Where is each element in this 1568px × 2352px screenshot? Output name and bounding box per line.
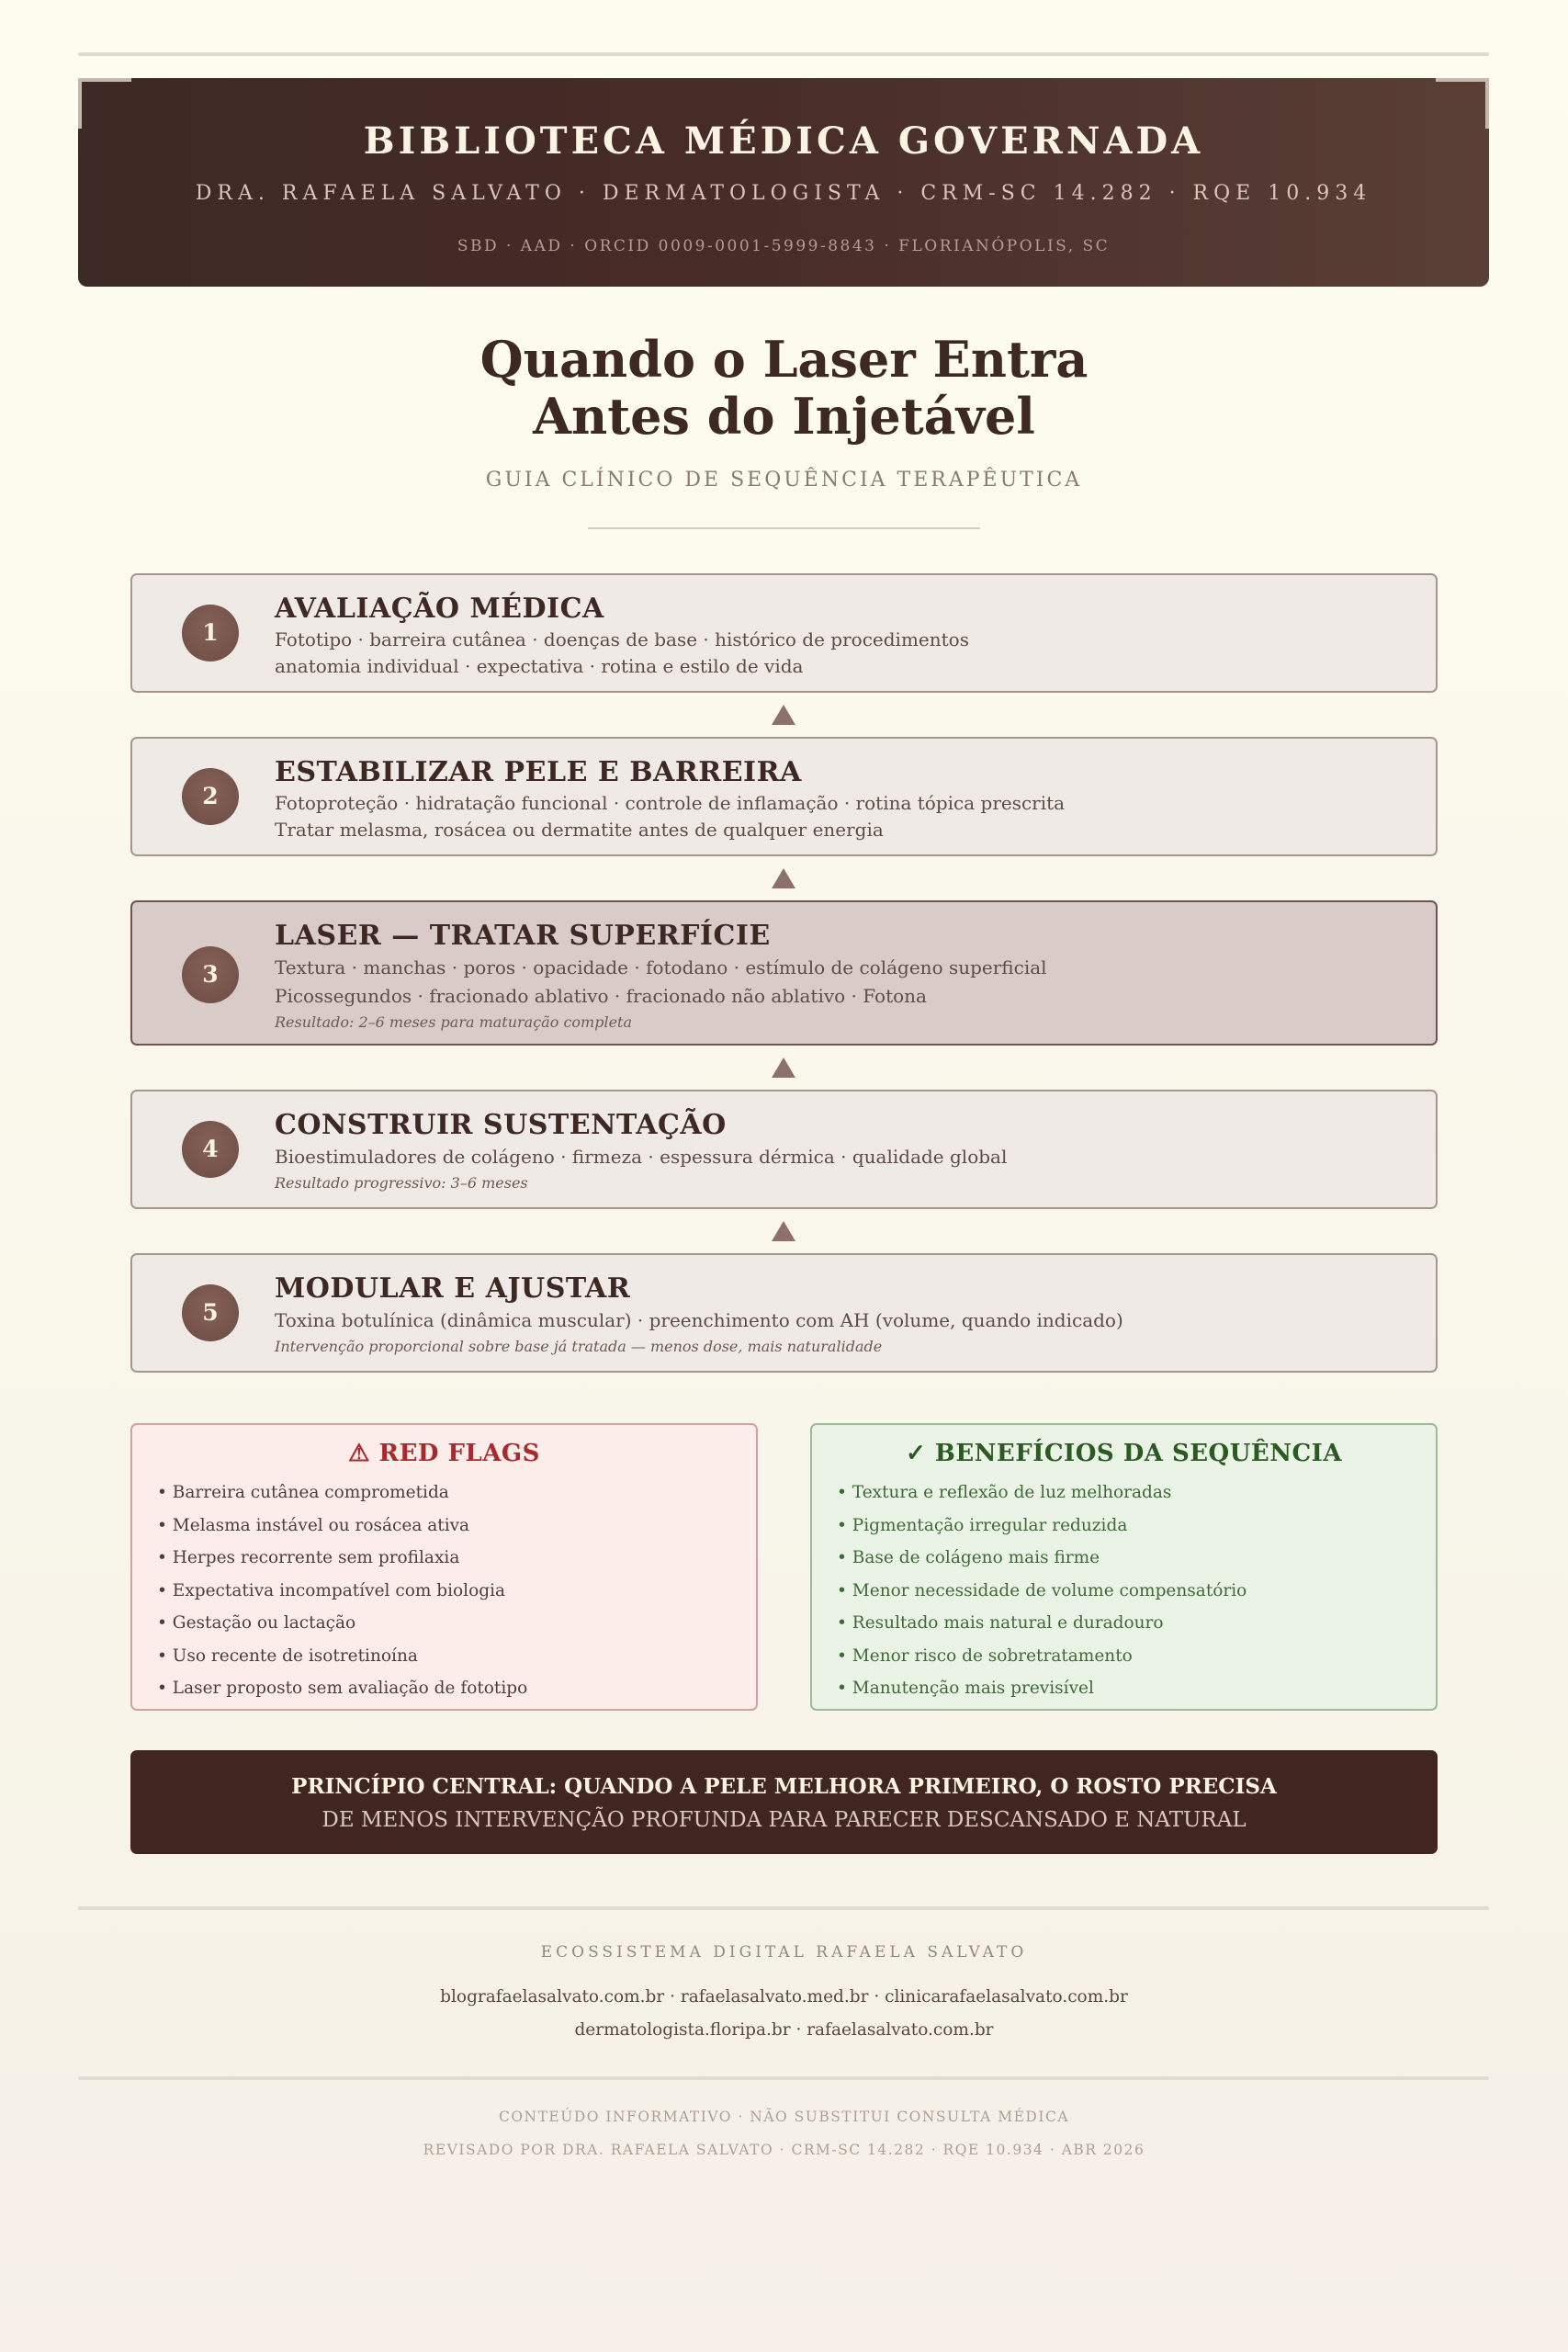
step-title: ESTABILIZAR PELE E BARREIRA <box>275 756 802 788</box>
list-item: • Laser proposto sem avaliação de fototipo <box>157 1679 528 1698</box>
step-card-5 <box>130 1253 1438 1373</box>
disclaimer: CONTEÚDO INFORMATIVO · NÃO SUBSTITUI CONSULTA MÉDICA <box>498 2109 1070 2125</box>
page-subtitle: GUIA CLÍNICO DE SEQUÊNCIA TERAPÊUTICA <box>485 469 1083 492</box>
step-detail: Fotoproteção · hidratação funcional · controle de inflamação · rotina tópica prescrita <box>275 792 1066 814</box>
red-flags-panel <box>130 1423 758 1711</box>
step-result-note: Resultado: 2–6 meses para maturação completa <box>275 1013 632 1031</box>
ecosystem-links-line-2[interactable]: dermatologista.floripa.br · rafaelasalvato.com.br <box>574 2020 994 2040</box>
step-number-badge: 2 <box>182 768 239 825</box>
principle-continuation: DE MENOS INTERVENÇÃO PROFUNDA PARA PARECER DESCANSADO E NATURAL <box>321 1808 1247 1832</box>
list-item: • Uso recente de isotretinoína <box>157 1645 418 1666</box>
list-item: • Resultado mais natural e duradouro <box>837 1613 1164 1633</box>
step-title: LASER — TRATAR SUPERFÍCIE <box>275 920 771 952</box>
arrow-up-icon <box>772 868 795 888</box>
step-title: AVALIAÇÃO MÉDICA <box>275 593 604 625</box>
step-title: MODULAR E AJUSTAR <box>275 1272 631 1305</box>
step-detail: Textura · manchas · poros · opacidade · fotodano · estímulo de colágeno superficial <box>275 956 1047 978</box>
step-card-4 <box>130 1090 1438 1209</box>
step-detail: Tratar melasma, rosácea ou dermatite antes de qualquer energia <box>275 819 884 841</box>
page-title-line-2: Antes do Injetável <box>533 387 1035 446</box>
list-item: • Melasma instável ou rosácea ativa <box>157 1515 470 1535</box>
author-credentials: DRA. RAFAELA SALVATO · DERMATOLOGISTA · CRM-SC 14.282 · RQE 10.934 <box>195 182 1372 205</box>
list-item: • Pigmentação irregular reduzida <box>837 1515 1128 1535</box>
red-flags-list <box>157 1476 756 1705</box>
library-title: BIBLIOTECA MÉDICA GOVERNADA <box>363 119 1204 163</box>
step-card-2 <box>130 737 1438 856</box>
central-principle-banner <box>130 1750 1438 1854</box>
benefits-panel <box>810 1423 1438 1711</box>
list-item: • Base de colágeno mais firme <box>837 1548 1100 1567</box>
library-header <box>78 78 1489 287</box>
step-detail: Fototipo · barreira cutânea · doenças de base · histórico de procedimentos <box>275 628 969 650</box>
list-item: • Barreira cutânea comprometida <box>157 1483 449 1502</box>
title-divider <box>588 527 980 529</box>
principle-headline: PRINCÍPIO CENTRAL: QUANDO A PELE MELHORA PRIMEIRO, O ROSTO PRECISA <box>291 1774 1277 1799</box>
list-item: • Textura e reflexão de luz melhoradas <box>837 1483 1172 1502</box>
footer-divider-top <box>78 1906 1489 1910</box>
top-divider <box>78 52 1489 56</box>
step-card-1 <box>130 573 1438 693</box>
benefits-label: BENEFÍCIOS DA SEQUÊNCIA <box>934 1440 1342 1467</box>
benefits-list <box>837 1476 1436 1705</box>
check-icon: ✓ <box>906 1440 927 1467</box>
arrow-up-icon <box>772 1221 795 1241</box>
step-number-badge: 1 <box>182 605 239 662</box>
list-item: • Manutenção mais previsível <box>837 1679 1094 1698</box>
list-item: • Expectativa incompatível com biologia <box>157 1580 506 1600</box>
step-detail: anatomia individual · expectativa · rotina e estilo de vida <box>275 655 804 677</box>
warning-icon: ⚠ <box>348 1440 370 1467</box>
step-detail: Picossegundos · fracionado ablativo · fracionado não ablativo · Fotona <box>275 985 927 1007</box>
list-item: • Menor necessidade de volume compensatório <box>837 1580 1247 1600</box>
red-flags-label: RED FLAGS <box>378 1440 540 1467</box>
step-title: CONSTRUIR SUSTENTAÇÃO <box>275 1109 727 1141</box>
step-card-3-laser <box>130 900 1438 1046</box>
arrow-up-icon <box>772 1057 795 1078</box>
footer-divider-bottom <box>78 2076 1489 2080</box>
page-title-line-1: Quando o Laser Entra <box>479 330 1089 389</box>
step-number-badge: 5 <box>182 1284 239 1341</box>
page-title <box>0 331 1568 445</box>
step-number-badge: 3 <box>182 946 239 1003</box>
red-flags-title <box>132 1440 756 1467</box>
author-affiliations: SBD · AAD · ORCID 0009-0001-5999-8843 · FLORIANÓPOLIS, SC <box>457 237 1111 255</box>
ecosystem-title: ECOSSISTEMA DIGITAL RAFAELA SALVATO <box>540 1943 1028 1962</box>
step-result-note: Resultado progressivo: 3–6 meses <box>275 1174 528 1192</box>
step-number-badge: 4 <box>182 1121 239 1178</box>
step-detail: Toxina botulínica (dinâmica muscular) · preenchimento com AH (volume, quando indicado) <box>275 1309 1123 1331</box>
ecosystem-links-line-1[interactable]: blografaelasalvato.com.br · rafaelasalvato.med.br · clinicarafaelasalvato.com.br <box>440 1987 1128 2007</box>
list-item: • Menor risco de sobretratamento <box>837 1645 1133 1666</box>
review-credit: REVISADO POR DRA. RAFAELA SALVATO · CRM-SC 14.282 · RQE 10.934 · ABR 2026 <box>423 2142 1145 2158</box>
benefits-title <box>812 1440 1436 1467</box>
list-item: • Herpes recorrente sem profilaxia <box>157 1548 460 1567</box>
list-item: • Gestação ou lactação <box>157 1613 356 1633</box>
arrow-up-icon <box>772 705 795 725</box>
step-detail: Bioestimuladores de colágeno · firmeza · espessura dérmica · qualidade global <box>275 1146 1008 1168</box>
step-result-note: Intervenção proporcional sobre base já tratada — menos dose, mais naturalidade <box>275 1338 883 1355</box>
